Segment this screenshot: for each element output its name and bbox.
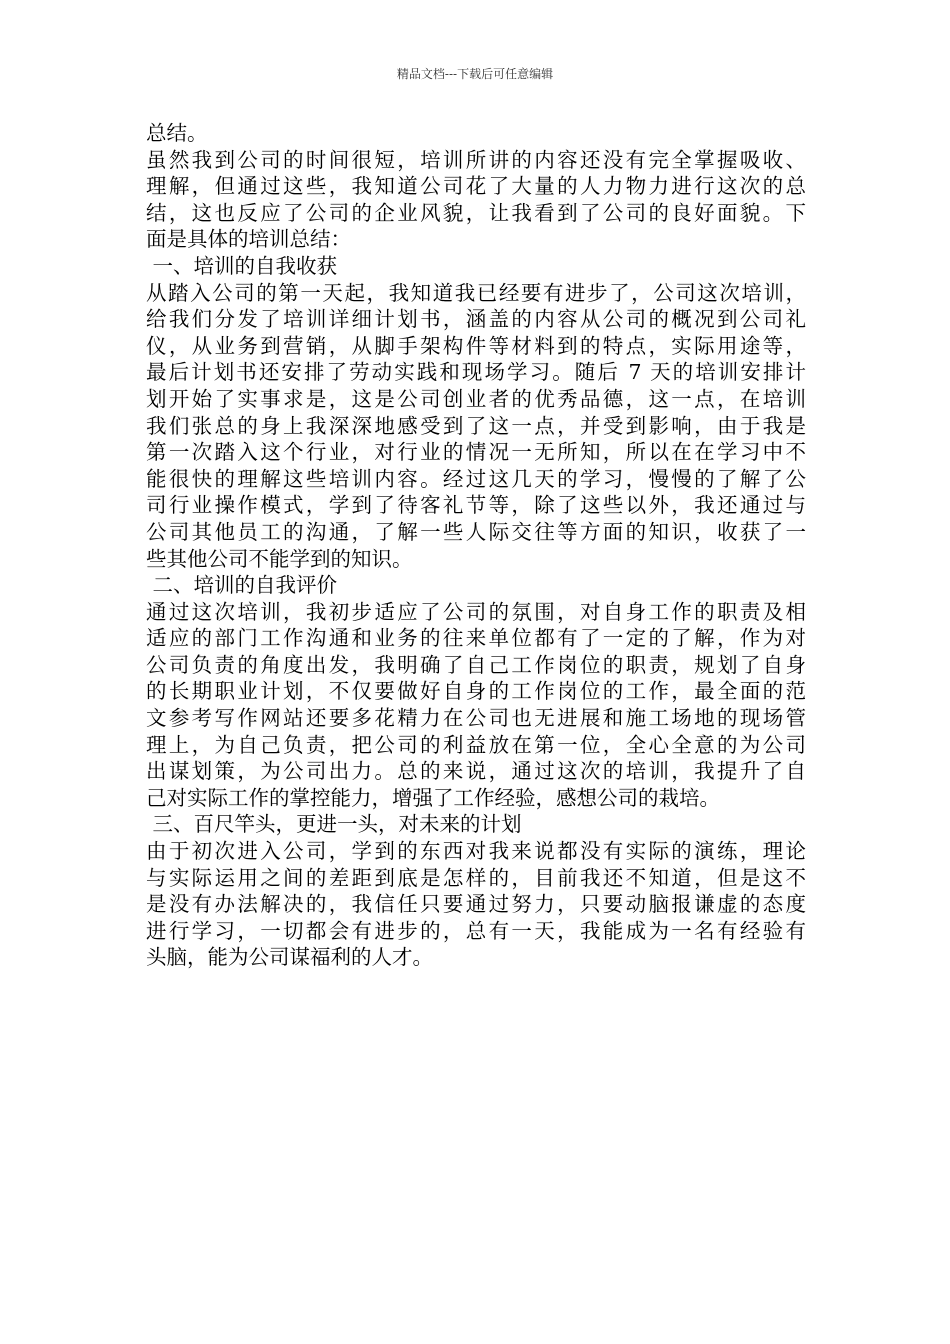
body-line: 己对实际工作的掌控能力，增强了工作经验，感想公司的栽培。 bbox=[146, 785, 720, 810]
section-heading: 一、培训的自我收获 bbox=[146, 253, 338, 278]
body-line: 是没有办法解决的，我信任只要通过努力，只要动脑报谦虚的态度 bbox=[146, 892, 806, 917]
body-line: 虽然我到公司的时间很短，培训所讲的内容还没有完全掌握吸收、 bbox=[146, 147, 806, 172]
body-line: 出谋划策，为公司出力。总的来说，通过这次的培训，我提升了自 bbox=[146, 759, 806, 784]
body-line: 第一次踏入这个行业，对行业的情况一无所知，所以在在学习中不 bbox=[146, 440, 806, 465]
body-line: 进行学习，一切都会有进步的，总有一天，我能成为一名有经验有 bbox=[146, 918, 806, 943]
body-line: 文参考写作网站还要多花精力在公司也无进展和施工场地的现场管 bbox=[146, 706, 806, 731]
section-heading: 二、培训的自我评价 bbox=[146, 573, 338, 598]
document-body bbox=[146, 120, 806, 971]
body-line: 头脑，能为公司谋福利的人才。 bbox=[146, 945, 433, 970]
body-line: 由于初次进入公司，学到的东西对我来说都没有实际的演练，理论 bbox=[146, 839, 806, 864]
body-line: 划开始了实事求是，这是公司创业者的优秀品德，这一点，在培训 bbox=[146, 386, 806, 411]
body-line: 通过这次培训，我初步适应了公司的氛围，对自身工作的职责及相 bbox=[146, 599, 806, 624]
section-heading: 三、百尺竿头，更进一头，对未来的计划 bbox=[146, 812, 522, 837]
body-line: 最后计划书还安排了劳动实践和现场学习。随后 7 天的培训安排计 bbox=[146, 360, 806, 385]
body-line: 结，这也反应了公司的企业风貌，让我看到了公司的良好面貌。下 bbox=[146, 200, 806, 225]
body-line: 给我们分发了培训详细计划书，涵盖的内容从公司的概况到公司礼 bbox=[146, 307, 806, 332]
body-line: 总结。 bbox=[146, 121, 208, 145]
body-line: 我们张总的身上我深深地感受到了这一点，并受到影响，由于我是 bbox=[146, 413, 806, 438]
body-line: 司行业操作模式，学到了待客礼节等，除了这些以外，我还通过与 bbox=[146, 493, 806, 518]
body-line: 适应的部门工作沟通和业务的往来单位都有了一定的了解，作为对 bbox=[146, 626, 806, 651]
body-line: 理上，为自己负责，把公司的利益放在第一位，全心全意的为公司 bbox=[146, 732, 806, 757]
body-line: 与实际运用之间的差距到底是怎样的，目前我还不知道，但是这不 bbox=[146, 865, 806, 890]
body-line: 仪，从业务到营销，从脚手架构件等材料到的特点，实际用途等， bbox=[146, 333, 806, 358]
body-line: 公司其他员工的沟通，了解一些人际交往等方面的知识，收获了一 bbox=[146, 519, 806, 544]
body-line: 能很快的理解这些培训内容。经过这几天的学习，慢慢的了解了公 bbox=[146, 466, 806, 491]
body-line: 公司负责的角度出发，我明确了自己工作岗位的职责，规划了自身 bbox=[146, 652, 806, 677]
body-line: 面是具体的培训总结： bbox=[146, 227, 351, 252]
body-line: 从踏入公司的第一天起，我知道我已经要有进步了，公司这次培训， bbox=[146, 280, 806, 305]
body-line: 理解，但通过这些，我知道公司花了大量的人力物力进行这次的总 bbox=[146, 174, 806, 199]
body-line: 的长期职业计划，不仅要做好自身的工作岗位的工作，最全面的范 bbox=[146, 679, 806, 704]
body-line: 些其他公司不能学到的知识。 bbox=[146, 546, 413, 571]
page-header: 精品文档---下载后可任意编辑 bbox=[396, 67, 554, 81]
